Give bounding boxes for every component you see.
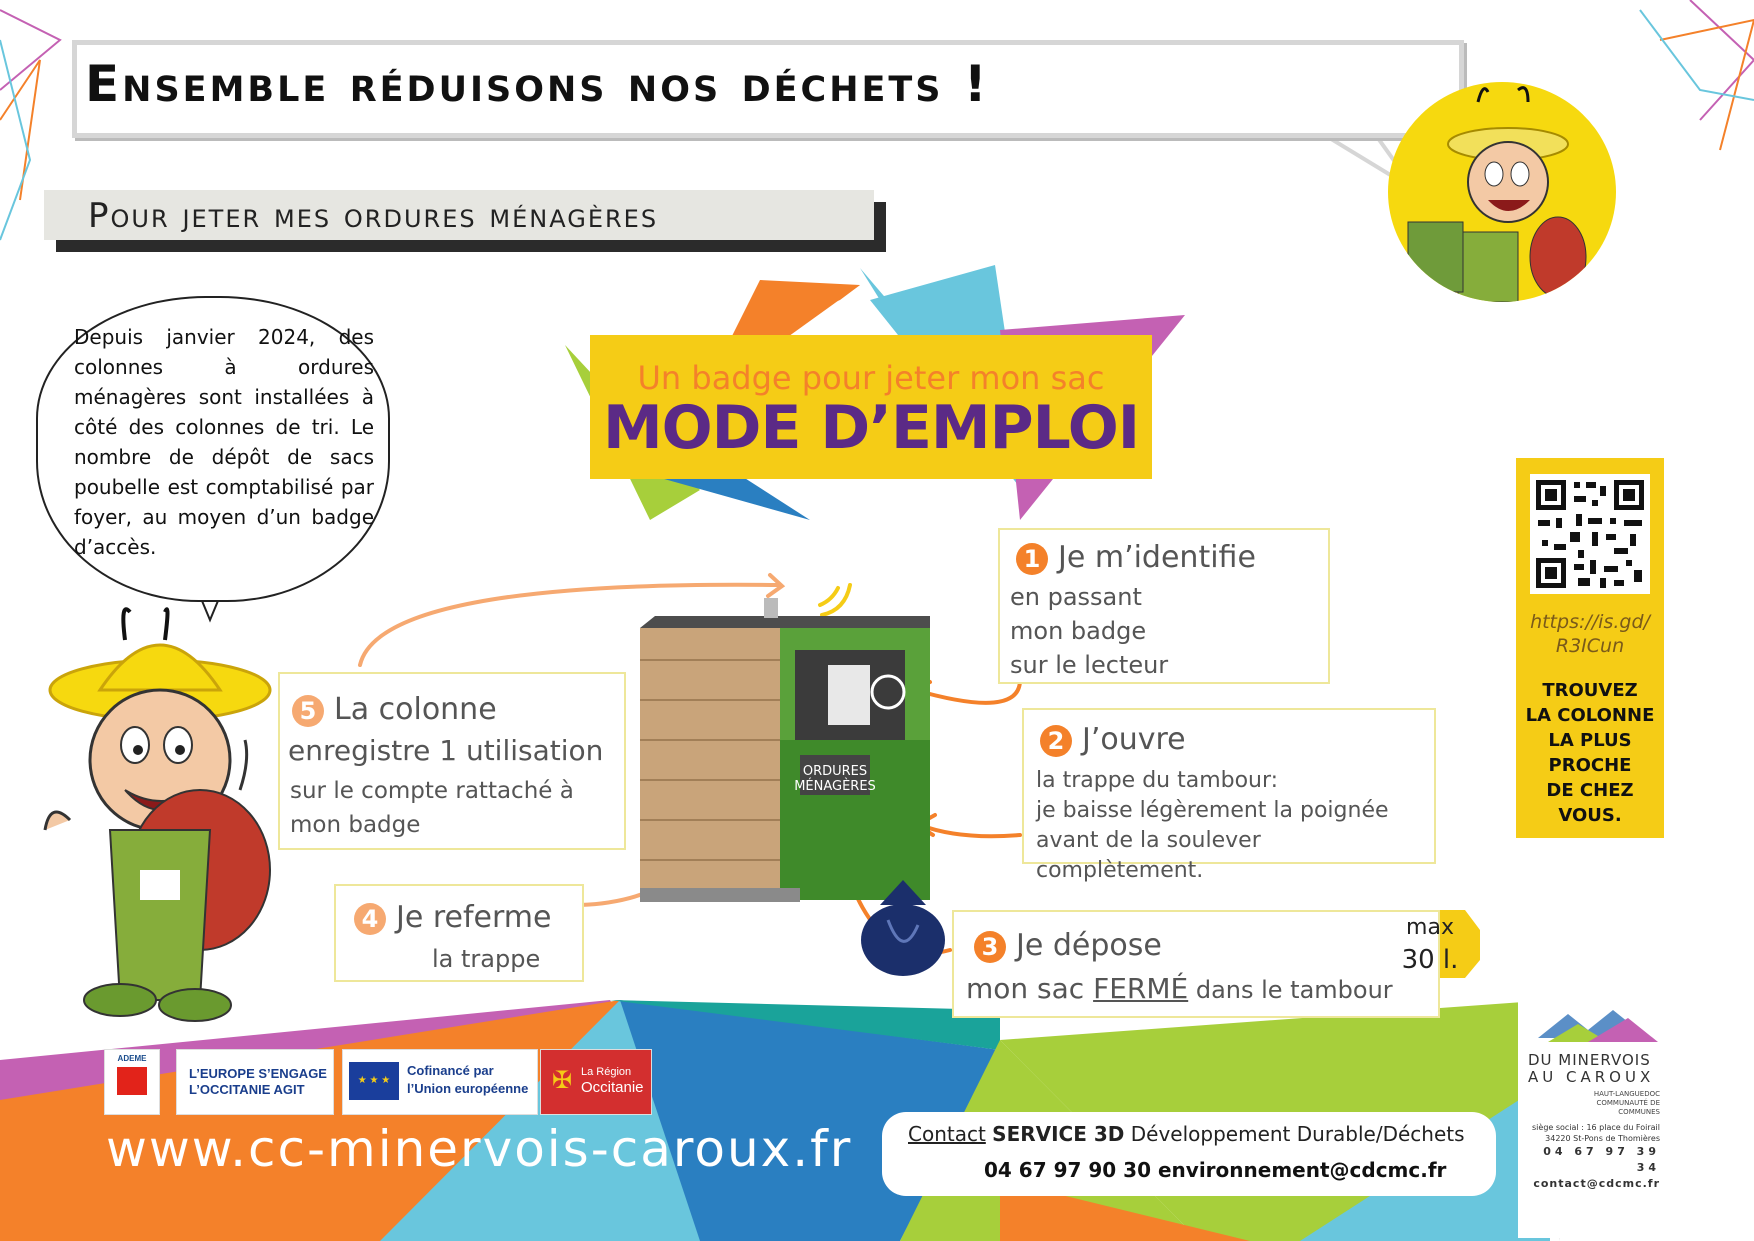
step-2-line-1: la trappe du tambour: — [1036, 768, 1279, 793]
step-4-line-1: la trappe — [432, 945, 541, 973]
step-4-title: Je referme — [396, 900, 552, 935]
corner-lines-right — [1640, 0, 1754, 150]
community-sub-2: COMMUNAUTÉ DE COMMUNES — [1596, 1099, 1660, 1116]
wifi-arc-1 — [820, 588, 838, 605]
region-occitanie-logo — [540, 1049, 652, 1115]
waste-container — [640, 598, 930, 902]
step-5-heading — [292, 692, 497, 727]
max-value: 30 l. — [1401, 945, 1459, 975]
website-link[interactable]: www.cc-minervois-caroux.fr — [106, 1120, 853, 1178]
step-5-line-2: sur le compte rattaché à — [290, 778, 574, 804]
step-3-body — [966, 972, 1393, 1007]
container-label-2: MÉNAGÈRES — [794, 779, 876, 794]
container-label-1: ORDURES — [802, 764, 868, 779]
region-line-2: Occitanie — [581, 1079, 644, 1096]
step-3-text-before: mon sac — [966, 972, 1094, 1005]
mascot-top-circle — [1388, 82, 1616, 302]
step-2-number: 2 — [1040, 725, 1072, 757]
qr-url[interactable] — [1516, 610, 1664, 658]
step-3-number: 3 — [974, 931, 1006, 963]
community-name-1: DU MINERVOIS — [1528, 1051, 1651, 1069]
qr-cta-line-5: DE CHEZ — [1546, 780, 1634, 801]
max-label: max — [1406, 915, 1454, 940]
page-title: Ensemble réduisons nos déchets ! — [85, 55, 990, 113]
qr-cta-line-4: PROCHE — [1548, 755, 1632, 776]
step-1-number: 1 — [1016, 543, 1048, 575]
qr-panel — [1516, 458, 1664, 838]
step-4-body — [432, 942, 540, 976]
europe-line-1: L’EUROPE S’ENGAGE — [189, 1066, 327, 1081]
step-3-emphasis: FERMÉ — [1093, 972, 1189, 1005]
step-5-line-1: enregistre 1 utilisation — [288, 734, 604, 767]
step-2-heading — [1040, 722, 1186, 757]
step-3-box — [952, 910, 1440, 1018]
mountains-logo-icon — [1528, 1008, 1678, 1048]
max-volume — [1382, 912, 1478, 976]
community-name-2: AU CAROUX — [1528, 1068, 1655, 1086]
step-3-title: Je dépose — [1016, 928, 1162, 963]
mascot-character — [45, 609, 270, 1021]
step-2-box — [1022, 708, 1436, 883]
ademe-logo — [104, 1049, 160, 1115]
region-text — [581, 1064, 644, 1096]
qr-cta-line-3: LA PLUS — [1548, 730, 1632, 751]
step-1-line-3: sur le lecteur — [1010, 651, 1169, 679]
partner-logos — [104, 1049, 652, 1113]
qr-cta-line-1: TROUVEZ — [1542, 680, 1638, 701]
step-2-line-2: je baisse légèrement la poignée — [1036, 798, 1389, 823]
step-1-heading — [1016, 540, 1256, 575]
community-name — [1528, 1052, 1654, 1086]
community-address-2: 34220 St-Pons de Thomières — [1545, 1134, 1660, 1143]
contact-label: Contact — [908, 1122, 986, 1146]
arrow-2 — [920, 825, 1020, 836]
subtitle-banner — [44, 190, 874, 240]
step-1-title: Je m’identifie — [1058, 540, 1256, 575]
step-1-line-2: mon badge — [1010, 617, 1147, 645]
community-address-1: siège social : 16 place du Foirail — [1532, 1123, 1660, 1132]
contact-phone-email[interactable]: 04 67 97 90 30 environnement@cdcmc.fr — [984, 1158, 1447, 1182]
eu-line-2: l’Union européenne — [407, 1081, 529, 1096]
title-banner — [72, 40, 1464, 138]
qr-url-line-1: https://is.gd/ — [1530, 611, 1650, 633]
contact-description: Développement Durable/Déchets — [1130, 1122, 1465, 1146]
mode-title: MODE D’EMPLOI — [602, 393, 1140, 463]
step-5-line-3: mon badge — [290, 812, 421, 838]
qr-url-line-2: R3ICun — [1555, 635, 1625, 657]
step-4-number: 4 — [354, 903, 386, 935]
community-phone: 04 67 97 39 34 — [1543, 1145, 1660, 1174]
qr-code-icon[interactable] — [1530, 474, 1650, 594]
step-4-heading — [354, 900, 551, 935]
europe-line-2: L’OCCITANIE AGIT — [189, 1082, 305, 1097]
community-sub — [1578, 1090, 1660, 1117]
qr-call-to-action — [1516, 678, 1664, 828]
mode-emploi-banner — [590, 335, 1152, 479]
contact-box — [882, 1112, 1496, 1196]
step-3-heading — [974, 928, 1162, 963]
step-2-title: J’ouvre — [1082, 722, 1186, 757]
step-5-number: 5 — [292, 695, 324, 727]
step-1-line-1: en passant — [1010, 583, 1142, 611]
mascot-top-icon — [1388, 82, 1616, 302]
occitan-cross-icon: ✠ — [551, 1067, 573, 1094]
qr-cta-line-6: VOUS. — [1558, 805, 1622, 826]
step-1-box — [998, 528, 1330, 684]
ademe-mark-icon — [117, 1067, 147, 1095]
step-5-box — [278, 672, 626, 850]
step-5-body — [290, 774, 574, 842]
step-1-body — [1010, 580, 1168, 682]
ademe-label: ADEME — [117, 1054, 147, 1063]
step-4-box — [334, 884, 584, 982]
info-text: Depuis janvier 2024, des colonnes à ordures ménagères sont installées à côté des colonnes de tri. Le nombre de dépôt de sacs poubelle est comptabilisé par foyer, au moyen d’un badge d’accès. — [74, 325, 374, 559]
eu-line-1: Cofinancé par — [407, 1063, 494, 1078]
region-line-1: La Région — [581, 1066, 632, 1078]
contact-line-1 — [908, 1122, 1465, 1146]
community-sub-1: HAUT-LANGUEDOC — [1593, 1090, 1660, 1098]
qr-cta-line-2: LA COLONNE — [1525, 705, 1655, 726]
eu-cofinance-logo — [342, 1049, 538, 1115]
page-subtitle: Pour jeter mes ordures ménagères — [88, 196, 659, 236]
community-logo-box — [1518, 998, 1668, 1238]
eu-text — [407, 1062, 528, 1098]
step-2-line-3: avant de la soulever complètement. — [1036, 828, 1261, 883]
step-5-title: La colonne — [334, 692, 497, 727]
info-speech-bubble — [36, 296, 390, 602]
contact-service: SERVICE 3D — [992, 1122, 1125, 1146]
europe-occitanie-logo — [176, 1049, 334, 1115]
step-3-text-after: dans le tambour — [1188, 976, 1393, 1004]
community-address — [1528, 1122, 1660, 1192]
community-email[interactable]: contact@cdcmc.fr — [1533, 1177, 1660, 1190]
mode-subtitle: Un badge pour jeter mon sac — [637, 359, 1105, 397]
eu-flag-icon: ★ ★ ★ — [349, 1062, 399, 1100]
step-2-body — [1036, 766, 1434, 886]
